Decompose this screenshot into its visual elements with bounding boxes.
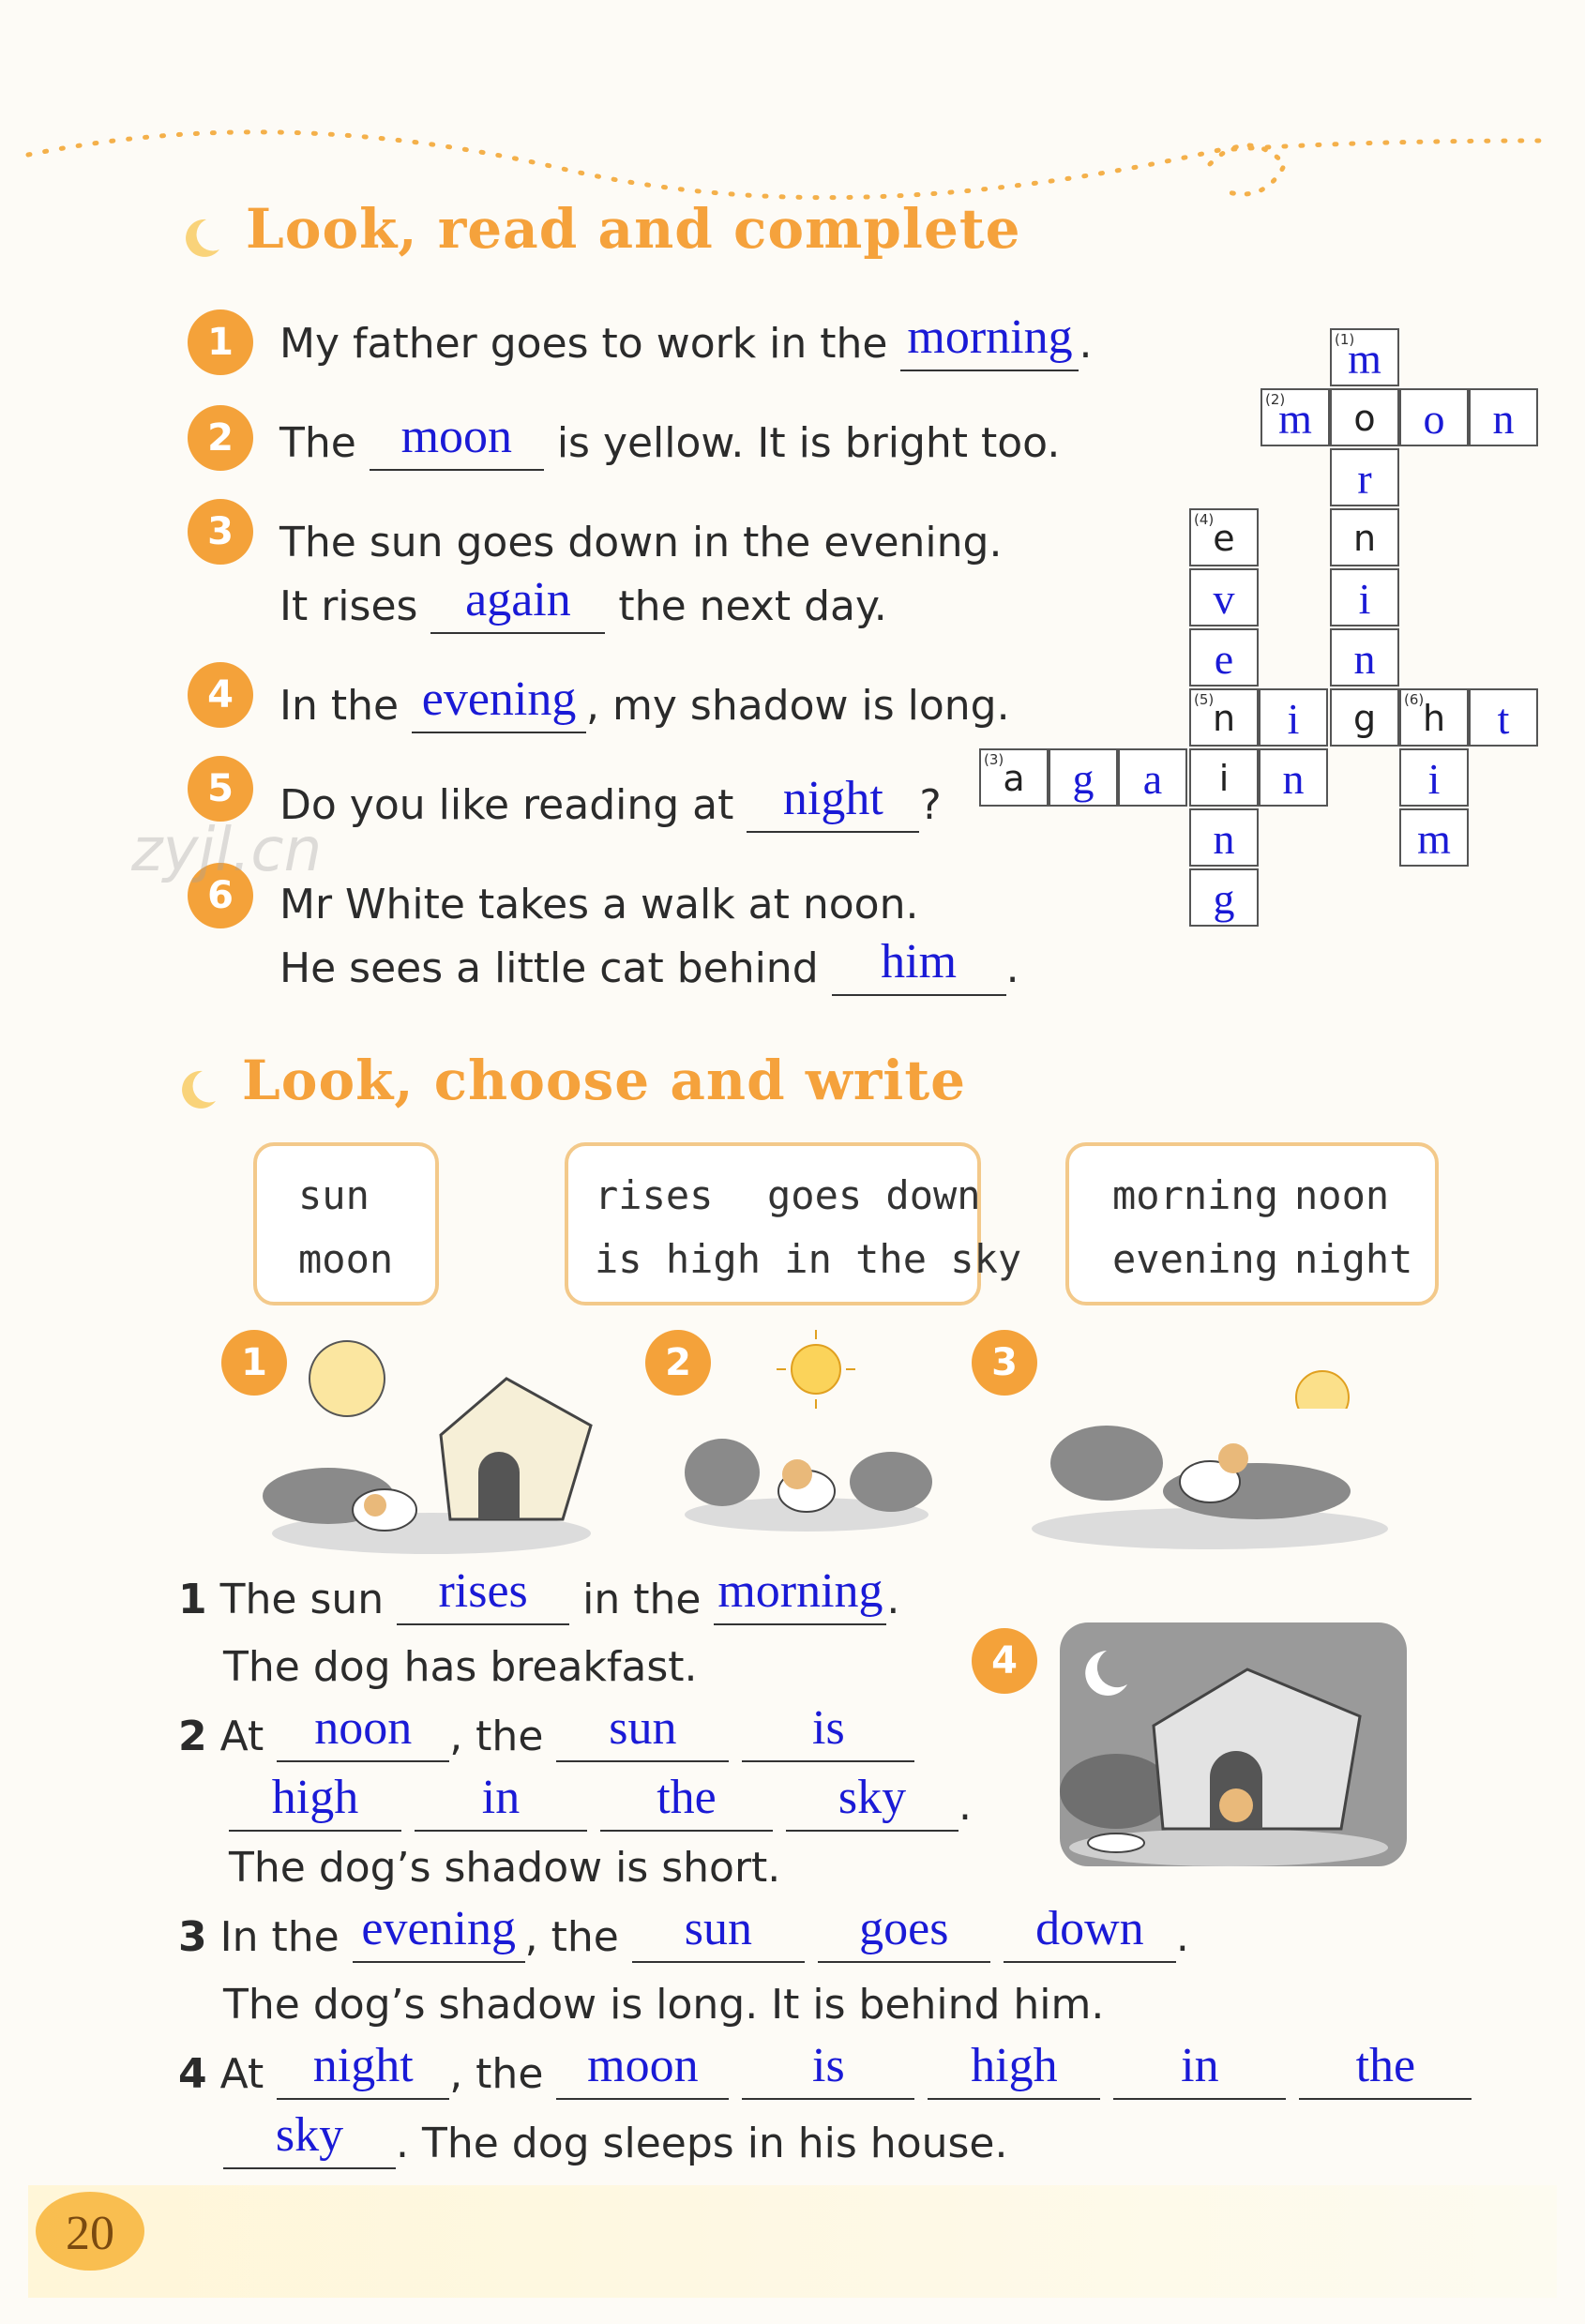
- exercise-2-line1: 2 At noon , the sun is: [178, 1713, 914, 1762]
- word-option: noon: [1294, 1172, 1390, 1218]
- exercise-2-line3: The dog’s shadow is short.: [229, 1844, 781, 1892]
- word-option: morning: [1112, 1172, 1279, 1218]
- crossword-cell: n: [1330, 508, 1399, 566]
- picture-number-badge: 3: [972, 1330, 1037, 1396]
- crossword-cell: a: [1118, 748, 1187, 807]
- crossword-cell: o: [1399, 388, 1469, 446]
- page-number: 20: [66, 2207, 114, 2260]
- exercise-4-line2: sky . The dog sleeps in his house.: [223, 2120, 1007, 2169]
- answer: high: [271, 1771, 359, 1824]
- picture-number-badge: 1: [221, 1330, 287, 1396]
- exercise-4-line1: 4 At night , the moon is high in the: [178, 2050, 1472, 2100]
- crossword-cell: i: [1189, 748, 1259, 807]
- sentence-2: The moon is yellow. It is bright too.: [279, 418, 1060, 471]
- crossword-cell: e: [1189, 628, 1259, 687]
- section2-heading: Look, choose and write: [242, 1049, 967, 1112]
- answer: sun: [609, 1701, 677, 1755]
- word-option: rises: [595, 1172, 714, 1218]
- answer-3: again: [465, 573, 571, 626]
- word-option: is high in the sky: [595, 1236, 1022, 1282]
- crossword-cell: g: [1049, 748, 1118, 807]
- exercise-3-line1: 3 In the evening , the sun goes down .: [178, 1902, 1189, 1961]
- crossword-cell: n: [1259, 748, 1328, 807]
- answer: high: [971, 2039, 1058, 2092]
- item-number-badge: 4: [188, 662, 253, 728]
- crossword-cell: t: [1469, 688, 1538, 747]
- crossword-cell: (5) n: [1189, 688, 1259, 747]
- dog-evening-illustration: [1022, 1351, 1397, 1557]
- exercise-2-line2: high in the sky .: [229, 1782, 972, 1832]
- watermark: zyjl.cn: [131, 816, 323, 885]
- crossword-cell: (2) m: [1260, 388, 1330, 446]
- sentence-6b: He sees a little cat behind him .: [279, 943, 1019, 996]
- sentence-3a: The sun goes down in the evening.: [279, 519, 1003, 566]
- answer: goes: [859, 1902, 949, 1955]
- answer: night: [312, 2039, 414, 2092]
- sentence-6a: Mr White takes a walk at noon.: [279, 881, 919, 928]
- item-number-badge: 2: [188, 405, 253, 471]
- crossword-cell: g: [1189, 868, 1259, 927]
- sentence-3b: It rises again the next day.: [279, 581, 887, 634]
- dog-morning-illustration: [253, 1322, 610, 1557]
- sentence-4: In the evening , my shadow is long.: [279, 681, 1010, 733]
- word-box-times: [1065, 1142, 1439, 1305]
- item-number-badge: 1: [188, 309, 253, 375]
- answer: rises: [438, 1564, 528, 1618]
- word-option: night: [1294, 1236, 1413, 1282]
- crossword-cell: (4) e: [1189, 508, 1259, 566]
- word-box-verbs: [565, 1142, 1022, 1305]
- answer-5: night: [782, 772, 883, 825]
- item-number-badge: 5: [188, 756, 253, 822]
- answer-4: evening: [421, 672, 577, 726]
- answer: morning: [717, 1564, 883, 1618]
- crossword-cell: i: [1330, 568, 1399, 626]
- dog-night-illustration: [1041, 1613, 1416, 1885]
- answer: in: [1181, 2039, 1219, 2092]
- answer-2: moon: [400, 410, 513, 463]
- answer: in: [481, 1771, 521, 1824]
- answer: is: [812, 2039, 845, 2092]
- answer: the: [1355, 2039, 1416, 2092]
- picture-number-badge: 2: [645, 1330, 711, 1396]
- exercise-1-line2: The dog has breakfast.: [223, 1643, 698, 1691]
- word-option: evening: [1112, 1236, 1279, 1282]
- answer: the: [657, 1771, 717, 1824]
- crossword-cell: (6) h: [1399, 688, 1469, 747]
- exercise-3-line2: The dog’s shadow is long. It is behind him.: [223, 1981, 1105, 2029]
- dog-noon-illustration: [675, 1313, 938, 1538]
- item-number-badge: 3: [188, 499, 253, 565]
- moon-icon: [178, 216, 221, 259]
- sentence-5: Do you like reading at night ?: [279, 780, 942, 833]
- word-box-nouns: [253, 1142, 439, 1305]
- crossword-cell: v: [1189, 568, 1259, 626]
- word-option: sun: [298, 1172, 370, 1218]
- answer-1: morning: [907, 310, 1073, 364]
- crossword-cell: n: [1330, 628, 1399, 687]
- crossword-cell: o: [1330, 388, 1399, 446]
- moon-icon: [174, 1067, 218, 1110]
- crossword-cell: i: [1259, 688, 1328, 747]
- answer: moon: [587, 2039, 699, 2092]
- word-option: goes down: [767, 1172, 981, 1218]
- answer: sun: [684, 1902, 752, 1955]
- crossword-cell: m: [1399, 808, 1469, 867]
- answer: down: [1035, 1902, 1144, 1955]
- crossword-cell: (3) a: [979, 748, 1049, 807]
- crossword-cell: g: [1330, 688, 1399, 747]
- answer: sky: [838, 1771, 907, 1824]
- crossword-cell: r: [1330, 448, 1399, 506]
- crossword-cell: i: [1399, 748, 1469, 807]
- word-option: moon: [298, 1236, 394, 1282]
- crossword-cell: n: [1189, 808, 1259, 867]
- answer: noon: [314, 1701, 413, 1755]
- answer: sky: [275, 2108, 344, 2162]
- crossword-cell: n: [1469, 388, 1538, 446]
- exercise-1-line1: 1 The sun rises in the morning .: [178, 1564, 900, 1623]
- answer: is: [812, 1701, 845, 1755]
- crossword-cell: (1) m: [1330, 328, 1399, 386]
- sentence-1: My father goes to work in the morning .: [279, 319, 1092, 371]
- picture-number-badge: 4: [972, 1628, 1037, 1694]
- section1-heading: Look, read and complete: [246, 197, 1021, 261]
- answer-6: him: [881, 935, 958, 988]
- item-number-badge: 6: [188, 863, 253, 928]
- answer: evening: [361, 1902, 516, 1955]
